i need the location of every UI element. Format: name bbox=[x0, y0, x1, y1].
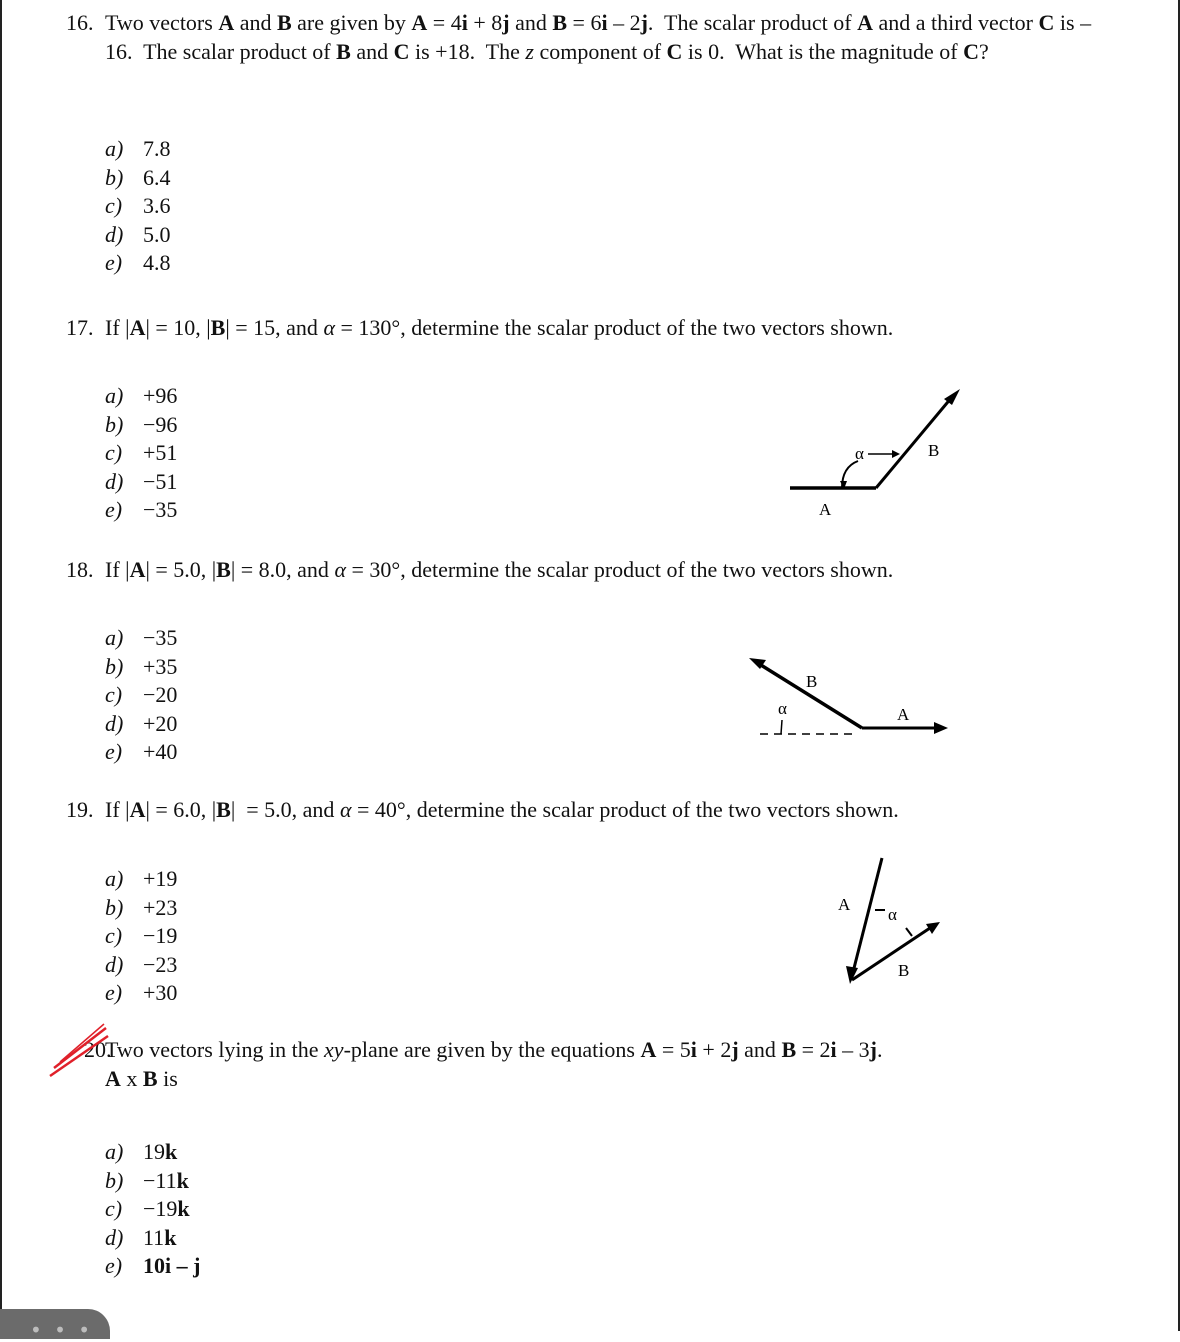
answer-option[interactable]: a) +96 bbox=[105, 383, 178, 408]
more-options-icon[interactable]: • • • bbox=[30, 1318, 94, 1342]
answer-options bbox=[105, 865, 177, 1008]
answer-option[interactable]: c) −20 bbox=[105, 682, 178, 707]
answer-option[interactable]: d) +20 bbox=[105, 710, 178, 736]
vector-diagram-svg bbox=[830, 850, 950, 990]
question-number: 19. bbox=[66, 797, 94, 822]
question-number: 18. bbox=[66, 557, 94, 582]
alpha-label: α bbox=[778, 699, 787, 718]
alpha-label: α bbox=[888, 905, 897, 924]
answer-option[interactable]: e) −35 bbox=[105, 497, 178, 522]
answer-option[interactable]: e) +40 bbox=[105, 739, 178, 764]
answer-option[interactable]: b) −96 bbox=[105, 411, 178, 437]
vector-b-label: B bbox=[928, 441, 940, 460]
answer-options bbox=[105, 382, 177, 525]
vector-a-label: A bbox=[838, 895, 851, 914]
page-border-left bbox=[0, 0, 2, 1331]
vector-diagram-18 bbox=[750, 650, 960, 755]
answer-option[interactable]: d) −23 bbox=[105, 951, 178, 977]
answer-option[interactable]: d) 5.0 bbox=[105, 221, 171, 247]
answer-option[interactable]: a) 19k bbox=[105, 1139, 178, 1164]
answer-option[interactable]: e) 10i – j bbox=[105, 1253, 201, 1278]
answer-option[interactable]: d) 11k bbox=[105, 1224, 177, 1250]
question-number: 16. bbox=[66, 10, 94, 35]
answer-option[interactable]: c) −19 bbox=[105, 923, 178, 948]
answer-option[interactable]: b) +35 bbox=[105, 653, 178, 679]
answer-options bbox=[105, 135, 171, 278]
vector-diagram-17 bbox=[780, 385, 980, 530]
vector-diagram-svg bbox=[780, 385, 980, 525]
alpha-label: α bbox=[855, 444, 864, 463]
question-stem: If |A| = 10, |B| = 15, and α = 130°, determine the scalar product of the two vectors shown. bbox=[105, 315, 894, 340]
question-stem: If |A| = 5.0, |B| = 8.0, and α = 30°, determine the scalar product of the two vectors shown. bbox=[105, 557, 894, 582]
answer-option[interactable]: a) −35 bbox=[105, 625, 178, 650]
vector-a-label: A bbox=[897, 705, 910, 724]
vector-b-label: B bbox=[806, 672, 818, 691]
question-stem: Two vectors lying in the xy-plane are given by the equations A = 5i + 2j and B = 2i – 3j. A x B is bbox=[105, 1037, 883, 1091]
answer-option[interactable]: b) −11k bbox=[105, 1167, 189, 1193]
question-number: 17. bbox=[66, 315, 94, 340]
answer-option[interactable]: e) +30 bbox=[105, 980, 178, 1005]
answer-option[interactable]: c) 3.6 bbox=[105, 193, 171, 218]
answer-option[interactable]: b) +23 bbox=[105, 894, 178, 920]
answer-options bbox=[105, 624, 177, 767]
answer-options bbox=[105, 1138, 200, 1281]
vector-diagram-19 bbox=[830, 850, 950, 995]
answer-option[interactable]: e) 4.8 bbox=[105, 250, 171, 275]
answer-option[interactable]: b) 6.4 bbox=[105, 164, 171, 190]
answer-option[interactable]: c) −19k bbox=[105, 1196, 190, 1221]
answer-option[interactable]: a) 7.8 bbox=[105, 136, 171, 161]
vector-a-label: A bbox=[819, 500, 832, 519]
answer-option[interactable]: a) +19 bbox=[105, 866, 178, 891]
question-stem: Two vectors A and B are given by A = 4i + 8j and B = 6i – 2j. The scalar product of A and a third vector C is –16. The scalar product of B and C is +18. The z component of C is 0. What is the magnitude of C? bbox=[105, 10, 1092, 64]
red-strike-mark bbox=[46, 1022, 116, 1087]
question-stem: If |A| = 6.0, |B| = 5.0, and α = 40°, determine the scalar product of the two vectors shown. bbox=[105, 797, 899, 822]
answer-option[interactable]: c) +51 bbox=[105, 440, 178, 465]
question-number: 20. bbox=[84, 1037, 112, 1062]
strike-mark-svg bbox=[46, 1022, 116, 1082]
vector-b-label: B bbox=[898, 961, 910, 980]
vector-diagram-svg bbox=[750, 650, 960, 750]
answer-option[interactable]: d) −51 bbox=[105, 468, 178, 494]
